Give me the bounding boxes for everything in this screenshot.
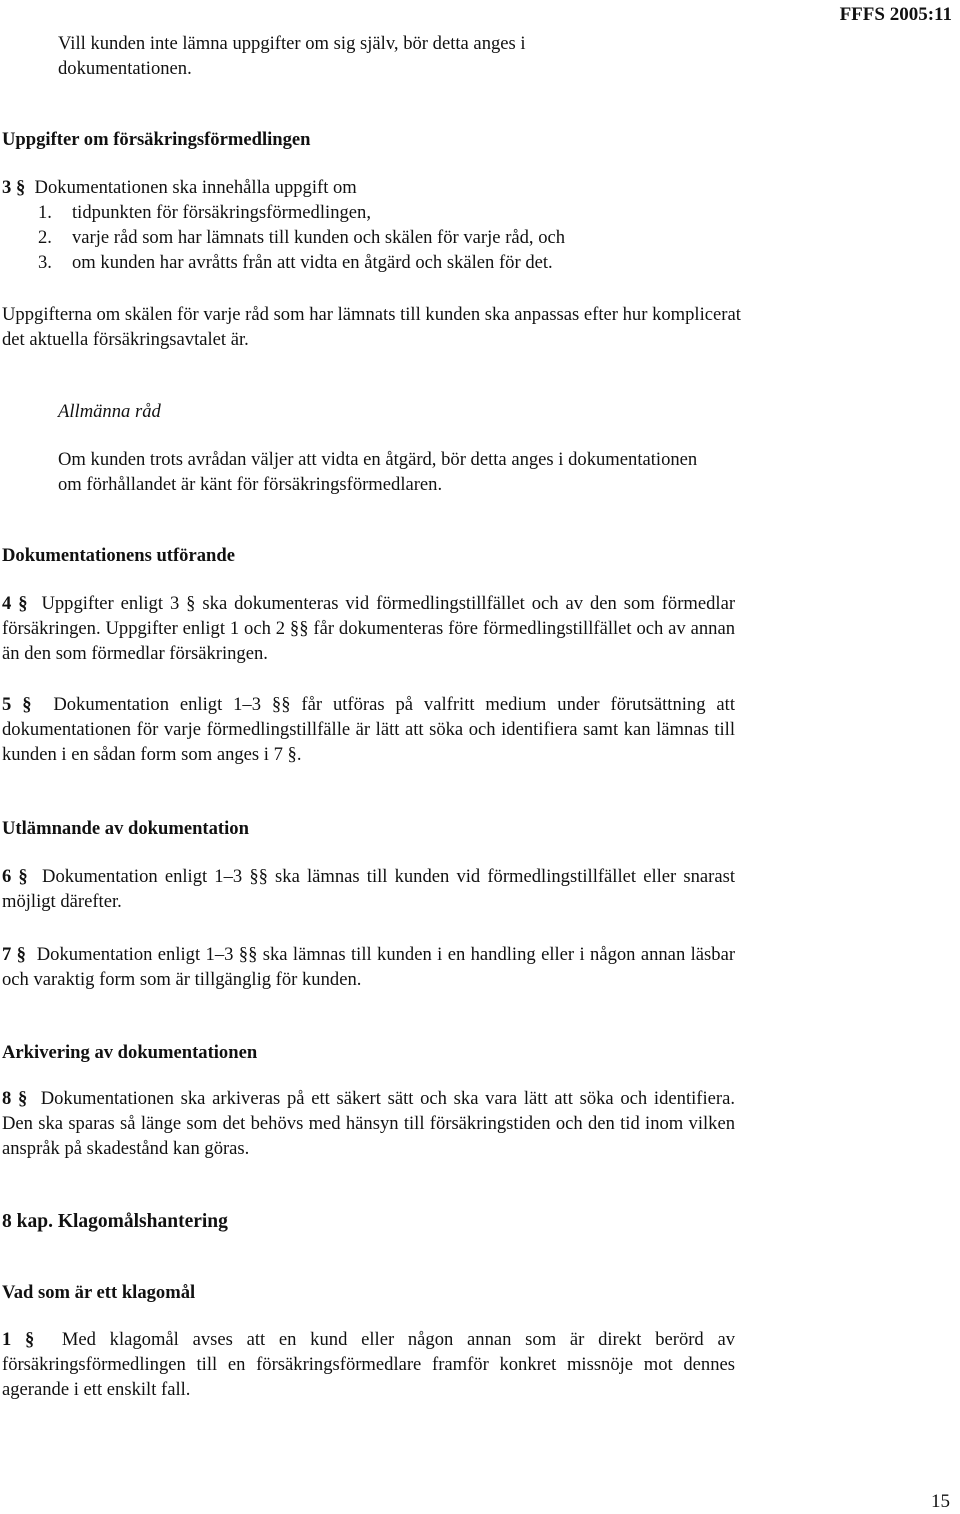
list-item-text: varje råd som har lämnats till kunden och skälen för varje råd, och (72, 227, 566, 248)
paragraph-3 (2, 175, 357, 200)
paragraph-4-number: 4 § (2, 593, 28, 614)
section-heading-formedling: Uppgifter om försäkringsförmedlingen (2, 129, 311, 150)
paragraph-6-number: 6 § (2, 866, 28, 887)
list-item (38, 250, 738, 275)
paragraph-4-text: Uppgifter enligt 3 § ska dokumenteras vid förmedlingstillfället och av den som förmedlar försäkringen. Uppgifter enligt 1 och 2 §§ får dokumenteras före förmedlingstillfället och av annan än den som förmedlar försäkringen. (2, 593, 736, 664)
paragraph-7 (2, 942, 735, 992)
paragraph-5-text: Dokumentation enligt 1–3 §§ får utföras på valfritt medium under förutsättning att dokumentationen för varje förmedlingstillfälle är lätt att söka och identifiera samt kan lämnas till kunden i en sådan form som anges i 7 §. (2, 694, 736, 765)
general-advice-heading: Allmänna råd (58, 401, 161, 422)
section-heading-klagomal: Vad som är ett klagomål (2, 1282, 196, 1303)
list-item-number: 1. (38, 202, 52, 223)
chapter-title: 8 kap. Klagomålshantering (2, 1211, 228, 1232)
section-heading-arkivering: Arkivering av dokumentationen (2, 1042, 258, 1063)
list-item-number: 2. (38, 227, 52, 248)
paragraph-8-number: 8 § (2, 1088, 28, 1109)
paragraph-3-text: Dokumentationen ska innehålla uppgift om (34, 177, 357, 198)
paragraph-3-number: 3 § (2, 177, 26, 198)
paragraph-7-text: Dokumentation enligt 1–3 §§ ska lämnas till kunden i en handling eller i någon annan läsbar och varaktig form som är tillgänglig för kunden. (2, 944, 736, 990)
page-number: 15 (931, 1491, 950, 1512)
section-heading-utlamnande: Utlämnande av dokumentation (2, 818, 249, 839)
paragraph-4 (2, 591, 735, 666)
list-item-text: om kunden har avråtts från att vidta en åtgärd och skälen för det. (72, 252, 553, 273)
list-item-text: tidpunkten för försäkringsförmedlingen, (72, 202, 371, 223)
paragraph-6 (2, 864, 735, 914)
paragraph-5 (2, 692, 735, 767)
document-code: FFFS 2005:11 (839, 4, 952, 25)
paragraph-5-number: 5 § (2, 694, 32, 715)
general-advice-text: Om kunden trots avrådan väljer att vidta en åtgärd, bör detta anges i dokumentationen om förhållandet är känt för försäkringsförmedlaren. (58, 449, 698, 495)
paragraph-7-number: 7 § (2, 944, 26, 965)
paragraph-8 (2, 1086, 735, 1161)
requirements-list (38, 200, 738, 275)
paragraph-1 (2, 1327, 735, 1402)
paragraph-after-list: Uppgifterna om skälen för varje råd som har lämnats till kunden ska anpassas efter hur komplicerat det aktuella försäkringsavtalet är. (2, 304, 741, 350)
paragraph-1-text: Med klagomål avses att en kund eller någon annan som är direkt berörd av försäkringsförmedlingen till en försäkringsförmedlare framför konkret missnöje mot dennes agerande i ett enskilt fall. (2, 1329, 736, 1400)
paragraph-1-number: 1 § (2, 1329, 35, 1350)
intro-paragraph: Vill kunden inte lämna uppgifter om sig själv, bör detta anges i dokumentationen. (58, 33, 526, 79)
paragraph-6-text: Dokumentation enligt 1–3 §§ ska lämnas till kunden vid förmedlingstillfället eller snarast möjligt därefter. (2, 866, 735, 912)
list-item (38, 200, 738, 225)
section-heading-utforande: Dokumentationens utförande (2, 545, 235, 566)
list-item (38, 225, 738, 250)
paragraph-8-text: Dokumentationen ska arkiveras på ett säkert sätt och ska vara lätt att söka och identifiera. Den ska sparas så länge som det behövs med hänsyn till försäkringstiden och den tid inom vilken anspråk på skadestånd kan göras. (2, 1088, 735, 1159)
list-item-number: 3. (38, 252, 52, 273)
